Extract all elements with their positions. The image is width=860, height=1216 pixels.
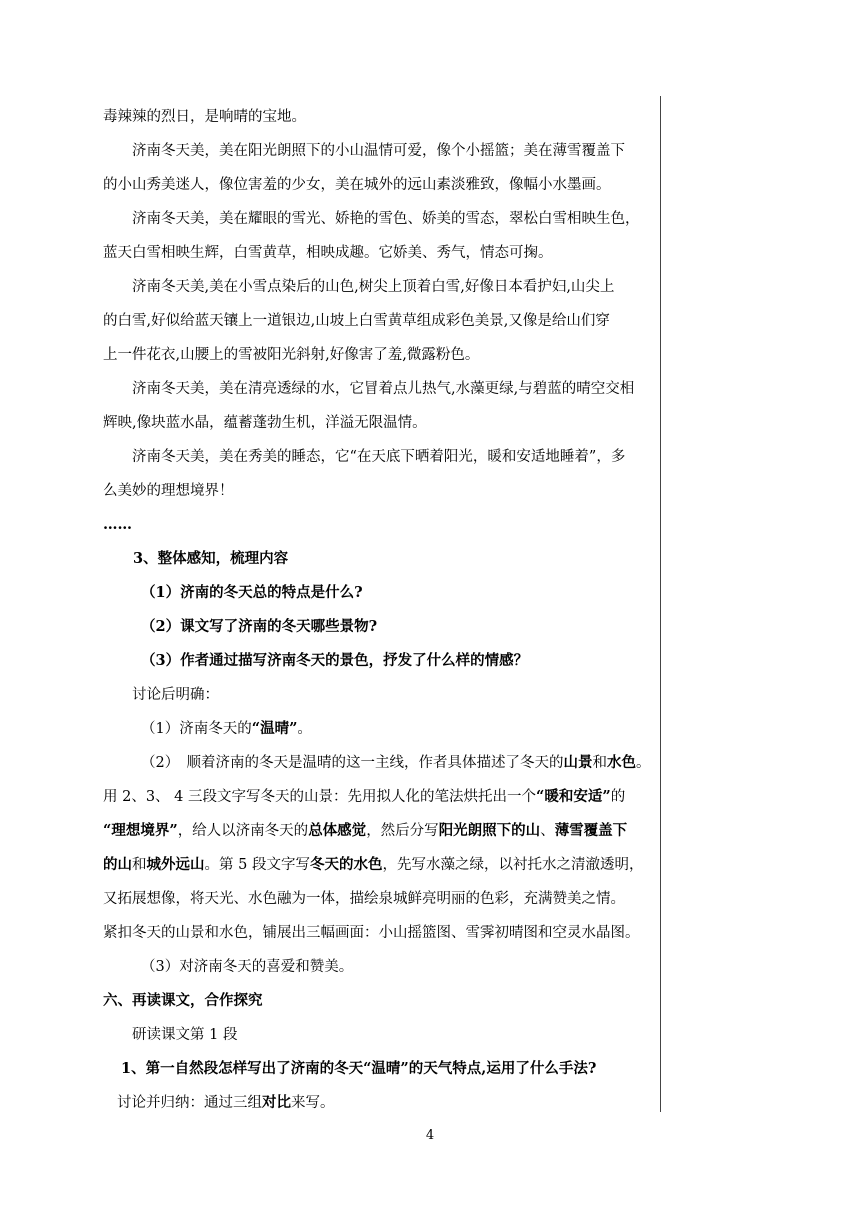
bold-text: 对比	[262, 1094, 291, 1111]
bold-text: 总体感觉	[308, 822, 367, 839]
text-line	[103, 644, 655, 678]
text-run: 蓝天白雪相映生辉，白雪黄草，相映成趣。它娇美、秀气，情态可掬。	[103, 245, 553, 261]
text-line	[103, 780, 655, 814]
text-run: 上一件花衣,山腰上的雪被阳光斜射,好像害了羞,微露粉色。	[103, 347, 480, 363]
text-line	[103, 406, 655, 440]
text-line	[103, 984, 655, 1018]
bold-text: （2）课文写了济南的冬天哪些景物?	[141, 618, 378, 635]
text-line	[103, 916, 655, 950]
bold-text: 冬天的水色	[309, 856, 383, 873]
text-run: 和	[132, 857, 147, 873]
text-run: 的	[610, 789, 626, 805]
text-line	[103, 440, 655, 474]
text-run: 又拓展想像，将天光、水色融为一体，描绘泉城鲜亮明丽的色彩，充满赞美之情。	[103, 891, 625, 907]
text-run: 讨论并归纳：通过三组	[117, 1095, 262, 1111]
text-line	[103, 950, 655, 984]
text-run: 的小山秀美迷人，像位害羞的少女，美在城外的远山素淡雅致，像幅小水墨画。	[103, 177, 611, 193]
text-run: （1）济南冬天的	[141, 721, 252, 737]
bold-text: 的山	[103, 856, 132, 873]
text-run: 济南冬天美，美在清亮透绿的水，它冒着点儿热气,水藻更绿,与碧蓝的晴空交相	[132, 381, 635, 397]
text-run: 紧扣冬天的山景和水色，铺展出三幅画面：小山摇篮图、雪霁初晴图和空灵水晶图。	[103, 925, 640, 941]
bold-text: 六、再读课文，合作探究	[103, 992, 263, 1009]
text-line	[103, 168, 655, 202]
text-line	[103, 746, 655, 780]
text-run: 和	[592, 755, 607, 771]
text-line	[103, 100, 655, 134]
text-run: 来写。	[291, 1095, 335, 1111]
text-line	[103, 236, 655, 270]
text-line	[103, 848, 655, 882]
text-run: ，先写水藻之绿，以衬托水之清澈透明，	[382, 857, 644, 873]
text-run: 研读课文第 1 段	[132, 1027, 238, 1043]
text-line	[103, 1018, 655, 1052]
bold-text: 阳光朗照下的山	[438, 822, 541, 839]
text-run: 济南冬天美，美在耀眼的雪光、娇艳的雪色、娇美的雪态，翠松白雪相映生色，	[132, 211, 640, 227]
text-line	[103, 882, 655, 916]
text-line	[103, 304, 655, 338]
text-line	[103, 508, 655, 542]
text-line	[103, 202, 655, 236]
page-number: 4	[425, 1128, 435, 1143]
text-line	[103, 542, 655, 576]
bold-text: “理想境界”	[103, 822, 178, 839]
text-run: 讨论后明确：	[132, 687, 219, 703]
text-run: 。	[635, 755, 651, 771]
bold-text: 山景	[563, 754, 593, 771]
text-line	[103, 712, 655, 746]
bold-text: “暖和安适”	[536, 788, 611, 805]
text-run: 用 2、3、 4 三段文字写冬天的山景：先用拟人化的笔法烘托出一个	[103, 789, 537, 805]
bold-text: （3）作者通过描写济南冬天的景色，抒发了什么样的情感？	[141, 652, 529, 669]
bold-text: 城外远山	[146, 856, 205, 873]
text-run: 、	[540, 823, 555, 839]
text-line	[103, 814, 655, 848]
bold-text: 水色	[606, 754, 636, 771]
text-run: 。	[297, 721, 312, 737]
text-run: 毒辣辣的烈日，是响晴的宝地。	[103, 109, 306, 125]
document-body	[103, 100, 655, 1120]
text-run: （2） 顺着济南的冬天是温晴的这一主线，作者具体描述了冬天的	[141, 755, 564, 771]
text-line	[103, 1052, 655, 1086]
bold-text: ……	[103, 516, 132, 533]
text-line	[103, 372, 655, 406]
table-border-line	[660, 96, 661, 1112]
text-run: 。第 5 段文字写	[204, 857, 310, 873]
text-line	[103, 270, 655, 304]
text-line	[103, 338, 655, 372]
text-run: ，给人以济南冬天的	[177, 823, 309, 839]
text-run: 么美妙的理想境界！	[103, 483, 234, 499]
text-line	[103, 134, 655, 168]
text-run: 济南冬天美,美在小雪点染后的山色,树尖上顶着白雪,好像日本看护妇,山尖上	[132, 279, 615, 295]
bold-text: （1）济南的冬天总的特点是什么?	[141, 584, 363, 601]
text-line	[103, 1086, 655, 1120]
text-line	[103, 610, 655, 644]
text-run: （3）对济南冬天的喜爱和赞美。	[141, 959, 354, 975]
text-run: 辉映,像块蓝水晶，蕴蓄蓬勃生机，洋溢无限温情。	[103, 415, 427, 431]
text-run: ，然后分写	[366, 823, 439, 839]
bold-text: 薄雪覆盖下	[554, 822, 628, 839]
bold-text: 1、第一自然段怎样写出了济南的冬天“温晴”的天气特点,运用了什么手法?	[121, 1060, 597, 1077]
text-run: 的白雪,好似给蓝天镶上一道银边,山坡上白雪黄草组成彩色美景,又像是给山们穿	[103, 313, 610, 329]
bold-text: “温晴”	[251, 720, 298, 737]
bold-text: 3、整体感知，梳理内容	[133, 550, 289, 567]
text-run: 济南冬天美，美在阳光朗照下的小山温情可爱，像个小摇篮；美在薄雪覆盖下	[132, 143, 625, 159]
text-line	[103, 678, 655, 712]
text-line	[103, 474, 655, 508]
text-run: 济南冬天美，美在秀美的睡态，它“在天底下晒着阳光，暖和安适地睡着”，多	[132, 449, 626, 465]
text-line	[103, 576, 655, 610]
